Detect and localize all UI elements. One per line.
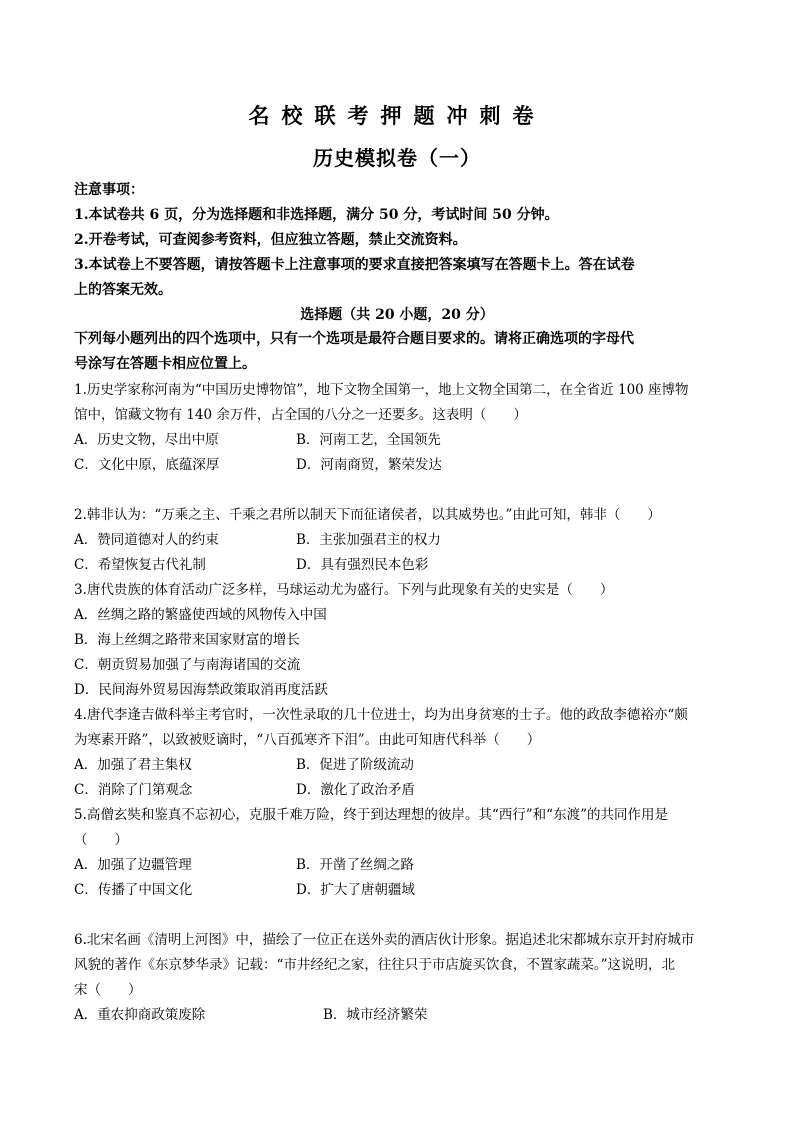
q6-option-b: B．城市经济繁荣 <box>323 1007 428 1023</box>
q4-option-d: D．激化了政治矛盾 <box>296 782 415 798</box>
section-instruction-line-2: 号涂写在答题卡相应位置上。 <box>74 356 256 372</box>
q5-option-a: A．加强了边疆管理 <box>74 857 192 873</box>
notice-item-3-line-2: 上的答案无效。 <box>74 282 172 298</box>
q1-option-b: B．河南工艺，全国领先 <box>296 432 441 448</box>
q2-option-c: C．希望恢复古代礼制 <box>74 557 206 573</box>
q5-option-c: C．传播了中国文化 <box>74 882 193 898</box>
q2-option-d: D．具有强烈民本色彩 <box>296 557 429 573</box>
q4-stem-line-1: 4.唐代李逢吉做科举主考官时，一次性录取的几十位进士，均为出身贫寒的士子。他的政敌李德裕亦“颇 <box>74 707 688 723</box>
q5-option-d: D．扩大了唐朝疆域 <box>296 882 415 898</box>
q3-option-a: A．丝绸之路的繁盛使西域的风物传入中国 <box>74 607 327 623</box>
q6-stem-line-2: 风貌的著作《东京梦华录》记载：“市井经纪之家，往往只于市店旋买饮食，不置家蔬菜。”这说明，北 <box>74 957 676 973</box>
q4-option-c: C．消除了门第观念 <box>74 782 193 798</box>
q4-option-a: A．加强了君主集权 <box>74 757 192 773</box>
notice-item-3-line-1: 3.本试卷上不要答题，请按答题卡上注意事项的要求直接把答案填写在答题卡上。答在试卷 <box>74 257 635 273</box>
q6-option-a: A．重农抑商政策废除 <box>74 1007 206 1023</box>
q6-stem-line-3: 宋（ ） <box>74 982 142 998</box>
q2-stem-line-1: 2.韩非认为：“万乘之主、千乘之君所以制天下而征诸侯者，以其威势也。”由此可知，韩非（ ） <box>74 507 661 523</box>
exam-title: 名校联考押题冲刺卷 <box>248 103 546 128</box>
q3-option-d: D．民间海外贸易因海禁政策取消再度活跃 <box>74 682 328 698</box>
q1-option-c: C．文化中原，底蕴深厚 <box>74 457 220 473</box>
q4-option-b: B．促进了阶级流动 <box>296 757 414 773</box>
q3-stem-line-1: 3.唐代贵族的体育活动广泛多样，马球运动尤为盛行。下列与此现象有关的史实是（ ） <box>74 582 614 598</box>
q5-stem-line-2: （ ） <box>74 832 128 848</box>
q2-option-a: A．赞同道德对人的约束 <box>74 532 219 548</box>
q1-option-d: D．河南商贸，繁荣发达 <box>296 457 442 473</box>
q5-option-b: B．开凿了丝绸之路 <box>296 857 414 873</box>
q5-stem-line-1: 5.高僧玄奘和鉴真不忘初心，克服千难万险，终于到达理想的彼岸。其“西行”和“东渡”的共同作用是 <box>74 807 668 823</box>
q4-stem-line-2: 为寒素开路”，以致被贬谪时，“八百孤寒齐下泪”。由此可知唐代科举（ ） <box>74 732 541 748</box>
section-title: 选择题（共 20 小题，20 分） <box>300 307 494 323</box>
notice-item-2: 2.开卷考试，可查阅参考资料，但应独立答题，禁止交流资料。 <box>74 232 467 248</box>
section-instruction-line-1: 下列每小题列出的四个选项中，只有一个选项是最符合题目要求的。请将正确选项的字母代 <box>74 331 634 347</box>
q2-option-b: B．主张加强君主的权力 <box>296 532 441 548</box>
notice-item-1: 1.本试卷共 6 页，分为选择题和非选择题，满分 50 分，考试时间 50 分钟。 <box>74 207 559 223</box>
notice-heading: 注意事项： <box>74 182 144 198</box>
q3-option-b: B．海上丝绸之路带来国家财富的增长 <box>74 632 300 648</box>
q1-stem-line-2: 馆中，馆藏文物有 140 余万件，占全国的八分之一还要多。这表明（ ） <box>74 407 527 423</box>
q6-stem-line-1: 6.北宋名画《清明上河图》中，描绘了一位正在送外卖的酒店伙计形象。据追述北宋都城东京开封府城市 <box>74 932 695 948</box>
exam-subtitle: 历史模拟卷（一） <box>313 146 481 170</box>
q3-option-c: C．朝贡贸易加强了与南海诸国的交流 <box>74 657 301 673</box>
q1-stem-line-1: 1.历史学家称河南为“中国历史博物馆”，地下文物全国第一，地上文物全国第二，在全省近 100 座博物 <box>74 382 689 398</box>
q1-option-a: A．历史文物，尽出中原 <box>74 432 219 448</box>
